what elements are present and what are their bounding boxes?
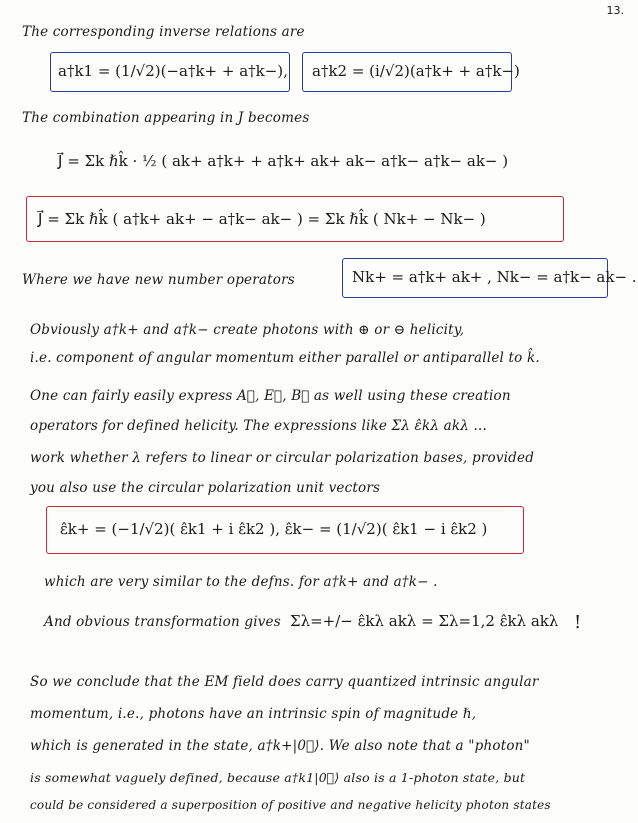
work-line: work whether λ refers to linear or circular polarization bases, provided	[30, 450, 535, 466]
combination-line: The combination appearing in J becomes	[22, 110, 310, 126]
inverse-relation-2: a†k2 = (i/√2)(a†k+ + a†k−)	[312, 62, 520, 80]
andobvious-line: And obvious transformation gives	[44, 614, 281, 630]
operators-line: operators for defined helicity. The expressions like Σλ ε̂kλ akλ ...	[30, 418, 487, 434]
conclusion-line-5: could be considered a superposition of positive and negative helicity photon states	[30, 798, 551, 812]
intro-line: The corresponding inverse relations are	[22, 24, 305, 40]
conclusion-line-1: So we conclude that the EM field does carry quantized intrinsic angular	[30, 674, 539, 690]
number-operators: Nk+ = a†k+ ak+ , Nk− = a†k− ak− .	[352, 268, 637, 286]
conclusion-line-2: momentum, i.e., photons have an intrinsic spin of magnitude ℏ,	[30, 706, 477, 722]
exclamation: !	[574, 612, 582, 633]
conclusion-line-4: is somewhat vaguely defined, because a†k1|0⃗⟩ also is a 1-photon state, but	[30, 770, 526, 785]
J-equation-1: J⃗ = Σk ℏk̂ · ½ ( ak+ a†k+ + a†k+ ak+ ak− a†k− a†k− ak− )	[58, 152, 509, 170]
inverse-relation-1: a†k1 = (1/√2)(−a†k+ + a†k−),	[58, 62, 288, 80]
youalso-line: you also use the circular polarization unit vectors	[30, 480, 381, 496]
onecan-line: One can fairly easily express A⃗, E⃗, B⃗ as well using these creation	[30, 388, 511, 404]
where-line: Where we have new number operators	[22, 272, 295, 288]
obviously-line: Obviously a†k+ and a†k− create photons with ⊕ or ⊖ helicity,	[30, 322, 465, 338]
which-line: which are very similar to the defns. for a†k+ and a†k− .	[44, 574, 438, 590]
transformation-sum: Σλ=+/− ε̂kλ akλ = Σλ=1,2 ε̂kλ akλ	[290, 612, 559, 630]
polarization-vectors: ε̂k+ = (−1/√2)( ε̂k1 + i ε̂k2 ), ε̂k− = (1/√2)( ε̂k1 − i ε̂k2 )	[60, 520, 488, 538]
component-line: i.e. component of angular momentum either parallel or antiparallel to k̂.	[30, 350, 540, 366]
page-number: 13.	[606, 4, 624, 17]
conclusion-line-3: which is generated in the state, a†k+|0⃗⟩. We also note that a "photon"	[30, 738, 530, 754]
J-equation-2: J⃗ = Σk ℏk̂ ( a†k+ ak+ − a†k− ak− ) = Σk ℏk̂ ( Nk+ − Nk− )	[38, 210, 486, 228]
